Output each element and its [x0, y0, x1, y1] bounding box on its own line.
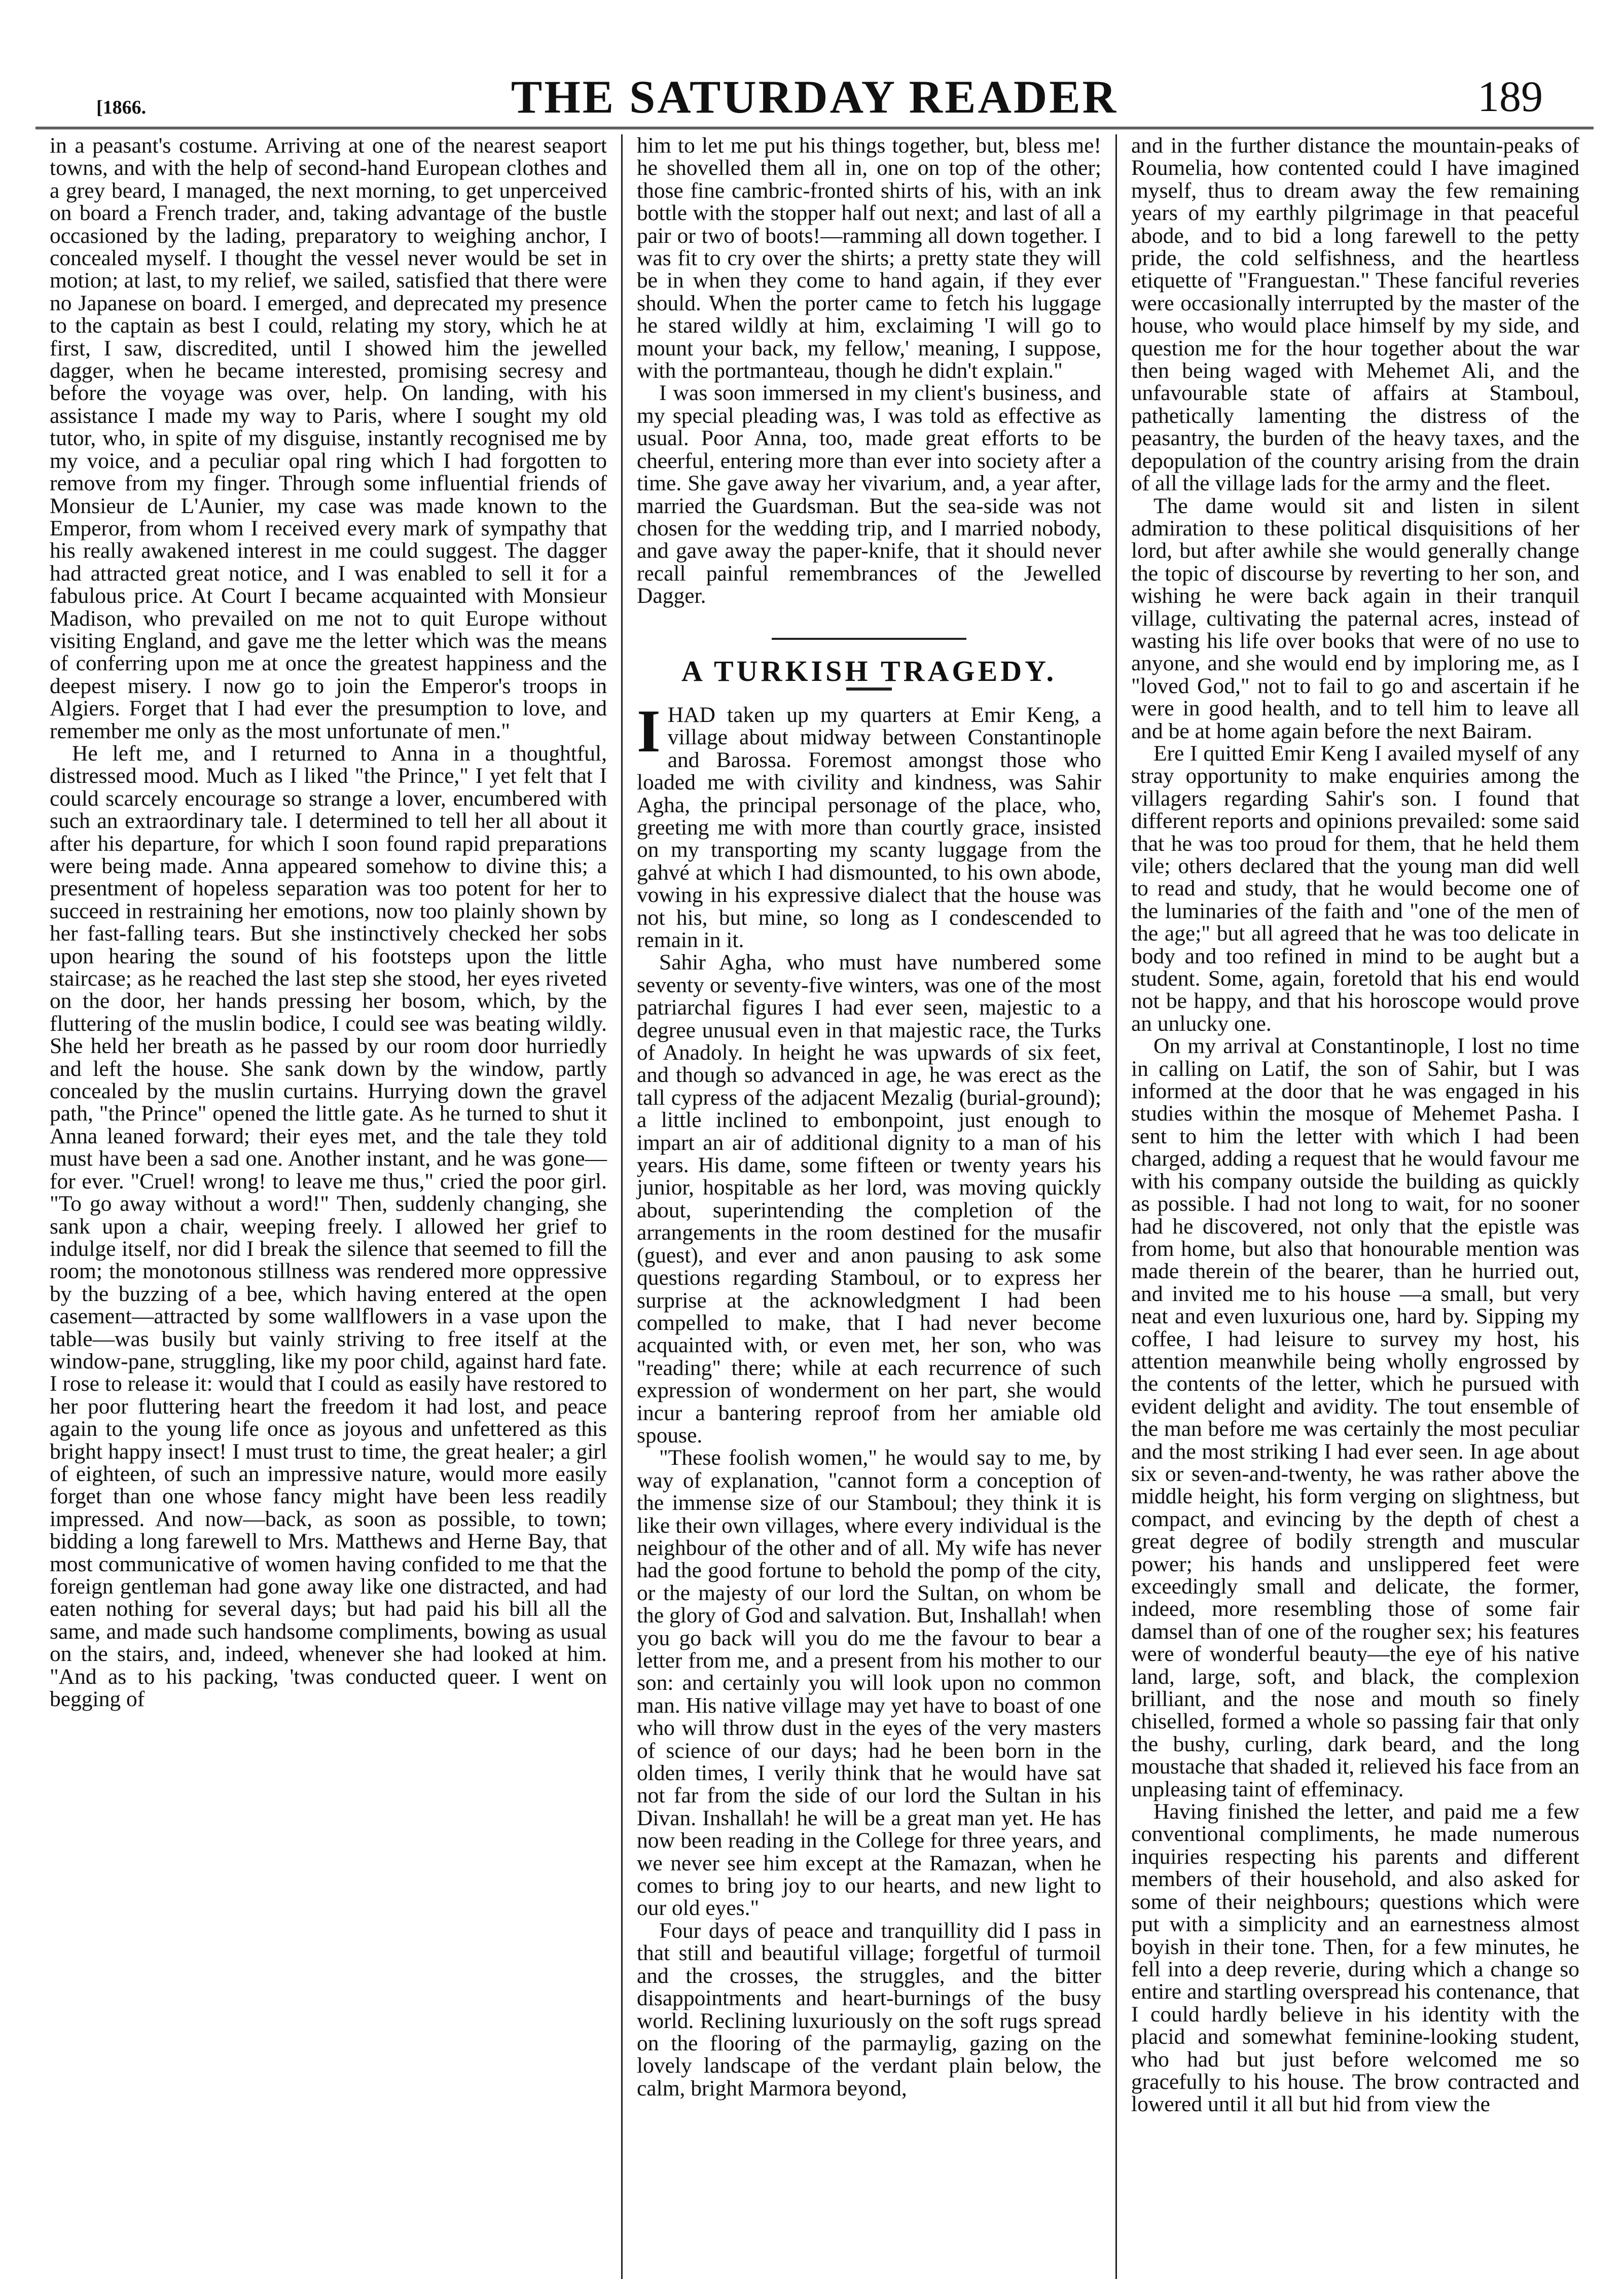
opening-text: HAD taken up my quarters at Emir Keng, a village about midway between Constantinople and Barossa. Foremost amongst those who loaded me with civility and kindness, was Sahir Agha, the principal personage of the place, who, greeting me with more than courtly grace, insisted on my transporting my scanty luggage from the gahvé at which I had dismounted, to his own abode, vowing in his expressive dialect that the house was not his, but mine, so long as I condescended to remain in it.: [637, 702, 1101, 952]
paragraph: On my arrival at Constantinople, I lost no time in calling on Latif, the son of Sahir, but I was informed at the door that he was engaged in his studies within the mosque of Mehemet Pasha. I sent to him the letter with which I had been charged, adding a request that he would favour me with his company outside the building as quickly as possible. I had not long to wait, for no sooner had he discovered, not only that the epistle was from home, but also that honourable mention was made therein of the bearer, than he hurried out, and invited me to his house —a small, but very neat and even luxurious one, hard by. Sipping my coffee, I had leisure to survey my host, his attention meanwhile being wholly engrossed by the contents of the letter, which he pursued with evident delight and avidity. The tout ensemble of the man before me was certainly the most peculiar and the most striking I had ever seen. In age about six or seven-and-twenty, he was rather above the middle height, his form verging on slightness, but compact, and evincing by the depth of chest a great degree of bodily strength and muscular power; his hands and unslippered feet were exceedingly small and delicate, the former, indeed, more resembling those of some fair damsel than of one of the rougher sex; his features were of wonderful beauty—the eye of his native land, large, soft, and black, the complexion brilliant, and the nose and mouth so finely chiselled, formed a whole so passing fair that only the bushy, curling, dark beard, and the long moustache that shaded it, relieved his face from an unpleasing taint of effeminacy.: [1131, 1034, 1579, 1801]
paragraph: him to let me put his things together, but, bless me! he shovelled them all in, one on top of the other; those fine cambric-fronted shirts of his, with an ink bottle with the stopper half out next; and last of all a pair or two of boots!—ramming all down together. I was fit to cry over the shirts; a pretty state they will be in when they come to hand again, if they ever should. When the porter came to fetch his luggage he stared wildly at him, exclaiming 'I will go to mount your back, my fellow,' meaning, I suppose, with the portmanteau, though he didn't explain.": [637, 134, 1101, 383]
paragraph: I was soon immersed in my client's business, and my special pleading was, I was told as effective as usual. Poor Anna, too, made great efforts to be cheerful, entering more than ever into society after a time. She gave away her vivarium, and, a year after, married the Guardsman. But the sea-side was not chosen for the wedding trip, and I married nobody, and gave away the paper-knife, that it should never recall painful remembrances of the Jewelled Dagger.: [637, 381, 1101, 608]
paragraph: Four days of peace and tranquillity did I pass in that still and beautiful village; forgetful of turmoil and the crosses, the struggles, and the bitter disappointments and heart-burnings of the busy world. Reclining luxuriously on the soft rugs spread on the flooring of the parmaylig, gazing on the lovely landscape of the verdant plain below, the calm, bright Marmora beyond,: [637, 1918, 1101, 2101]
text-columns: [35, 134, 1594, 2279]
column-1: [35, 134, 621, 2279]
paragraph: The dame would sit and listen in silent admiration to these political disquisitions of her lord, but after awhile she would generally change the topic of discourse by reverting to her son, and wishing he were back again in their tranquil village, cultivating the paternal acres, instead of wasting his life over books that were of no use to anyone, and she would end by imploring me, as I "loved God," not to fail to go and ascertain if he were in good health, and to tell him to leave all and be at home again before the next Bairam.: [1131, 493, 1579, 743]
paragraph: Ere I quitted Emir Keng I availed myself of any stray opportunity to make enquiries among the villagers regarding Sahir's son. I found that different reports and opinions prevailed: some said that he was too proud for them, that he held them vile; others declared that the young man did well to read and study, that he would become one of the luminaries of the faith and "one of the men of the age;" but all agreed that he was too delicate in body and too refined in mind to be aught but a student. Some, again, foretold that his end would not be happy, and that his horoscope would prove an unlucky one.: [1131, 741, 1579, 1036]
opening-paragraph: [637, 697, 1101, 952]
paragraph: "These foolish women," he would say to me, by way of explanation, "cannot form a conception of the immense size of our Stamboul; they think it is like their own villages, where every individual is the neighbour of the other and of all. My wife has never had the good fortune to behold the pomp of the city, or the majesty of our lord the Sultan, on whom be the glory of God and salvation. But, Inshallah! when you go back will you do me the favour to bear a letter from me, and a present from his mother to our son: and certainly you will look upon no common man. His native village may yet have to boast of one who will throw dust in the eyes of the very masters of science of our days; had he been born in the olden times, I verily think that he would have sat not far from the side of our lord the Sultan in his Divan. Inshallah! he will be a great man yet. He has now been reading in the College for three years, and we never see him except at the Ramazan, when he comes to bring joy to our hearts, and new light to our old eyes.": [637, 1445, 1101, 1921]
paragraph: and in the further distance the mountain-peaks of Roumelia, how contented could I have imagined myself, thus to dream away the few remaining years of my earthly pilgrimage in that peaceful abode, and to bid a long farewell to the petty pride, the cold selfishness, and the heartless etiquette of "Franguestan." These fanciful reveries were occasionally interrupted by the master of the house, who would place himself by my side, and question me for the hour together about the war then being waged with Mehemet Ali, and the unfavourable state of affairs at Stamboul, pathetically lamenting the distress of the peasantry, the burden of the heavy taxes, and the depopulation of the country arising from the drain of all the village lads for the army and the fleet.: [1131, 134, 1579, 496]
article-heading: A TURKISH TRAGEDY.: [681, 654, 1057, 688]
section-divider: [772, 638, 967, 640]
issue-year: [1866.: [96, 97, 147, 118]
paragraph: He left me, and I returned to Anna in a thoughtful, distressed mood. Much as I liked "the Prince," I yet felt that I could scarcely encourage so strange a lover, encumbered with such an extraordinary tale. I determined to tell her all about it after his departure, for which I soon found rapid preparations were being made. Anna appeared somehow to divine this; a presentment of hopeless separation was too potent for her to succeed in restraining her emotions, now too plainly shown by her fast-falling tears. But she instinctively checked her sobs upon hearing the sound of his footsteps upon the little staircase; as he reached the last step she stood, her eyes riveted on the door, her hands pressing her bosom, which, by the fluttering of the muslin bodice, I could see was beating wildly. She held her breath as he passed by our room door hurriedly and left the house. She sank down by the window, partly concealed by the muslin curtains. Hurrying down the gravel path, "the Prince" opened the little gate. As he turned to shut it Anna leaned forward; their eyes met, and the tale they told must have been a sad one. Another instant, and he was gone—for ever. "Cruel! wrong! to leave me thus," cried the poor girl. "To go away without a word!" Then, suddenly changing, she sank upon a chair, weeping freely. I allowed her grief to indulge itself, nor did I break the silence that seemed to fill the room; the monotonous stillness was rendered more oppressive by the buzzing of a bee, which having entered at the open casement—attracted by some wallflowers in a vase upon the table—was busily but vainly striving to free itself at the window-pane, struggling, like my poor child, against hard fate. I rose to release it: would that I could as easily have restored to her poor fluttering heart the freedom it had lost, and peace again to the young life once as joyous and unfettered as this bright happy insect! I must trust to time, the great healer; a girl of eighteen, of such an impressive nature, would more easily forget than one whose fancy might have been less readily impressed. And now—back, as soon as possible, to town; bidding a long farewell to Mrs. Matthews and Herne Bay, that most communicative of women having confided to me that the foreign gentleman had gone away like one distracted, and had eaten nothing for several days; but had paid his bill all the same, and made such handsome compliments, bowing as usual on the stairs, and, indeed, whenever she had looked at him. "And as to his packing, 'twas conducted queer. I went on begging of: [50, 741, 607, 1712]
page-number: 189: [1477, 72, 1543, 121]
drop-cap: I: [637, 697, 661, 765]
heading-rule: [846, 688, 892, 691]
newspaper-title: THE SATURDAY READER: [511, 71, 1118, 123]
column-2: [621, 134, 1115, 2279]
paragraph: in a peasant's costume. Arriving at one of the nearest seaport towns, and with the help of second-hand European clothes and a grey beard, I managed, the next morning, to get unperceived on board a French trader, and, taking advantage of the bustle occasioned by the lading, preparatory to weighing anchor, I concealed myself. I thought the vessel never would be set in motion; at last, to my relief, we sailed, satisfied that there were no Japanese on board. I emerged, and deprecated my presence to the captain as best I could, relating my story, which he at first, I saw, discredited, until I showed him the jewelled dagger, when he became interested, promising secresy and before the voyage was over, help. On landing, with his assistance I made my way to Paris, where I sought my old tutor, who, in spite of my disguise, instantly recognised me by my voice, and a peculiar opal ring which I had forgotten to remove from my finger. Through some influential friends of Monsieur de L'Aunier, my case was made known to the Emperor, from whom I received every mark of sympathy that his really awakened interest in me could suggest. The dagger had attracted great notice, and I was enabled to sell it for a fabulous price. At Court I became acquainted with Monsieur Madison, who prevailed on me not to quit Europe without visiting England, and gave me the letter which was the means of conferring upon me at once the greatest happiness and the deepest misery. I now go to join the Emperor's troops in Algiers. Forget that I had ever the presumption to love, and remember me only as the most unfortunate of men.": [50, 134, 607, 743]
column-3: [1115, 134, 1594, 2279]
masthead: [35, 61, 1594, 129]
paragraph: Having finished the letter, and paid me a few conventional compliments, he made numerous inquiries respecting his parents and different members of their household, and also asked for some of their neighbours; questions which were put with a simplicity and an earnestness almost boyish in their tone. Then, for a few minutes, he fell into a deep reverie, during which a change so entire and startling overspread his contenance, that I could hardly believe in his identity with the placid and somewhat feminine-looking student, who had but just before welcomed me so gracefully to his house. The brow contracted and lowered until it all but hid from view the: [1131, 1799, 1579, 2117]
paragraph: Sahir Agha, who must have numbered some seventy or seventy-five winters, was one of the most patriarchal figures I had ever seen, majestic to a degree unusual even in that majestic race, the Turks of Anadoly. In height he was upwards of six feet, and though so advanced in age, he was erect as the tall cypress of the adjacent Mezalig (burial-ground); a little inclined to embonpoint, just enough to impart an air of additional dignity to a man of his years. His dame, some fifteen or twenty years his junior, hospitable as her lord, was moving quickly about, superintending the completion of the arrangements in the room destined for the musafir (guest), and ever and anon pausing to ask some questions regarding Stamboul, or to express her surprise at the acknowledgment I had been compelled to make, that I had never become acquainted with, or even met, her son, who was "reading" there; while at each recurrence of such expression of wonderment on her part, she would incur a bantering reproof from her amiable old spouse.: [637, 950, 1101, 1448]
